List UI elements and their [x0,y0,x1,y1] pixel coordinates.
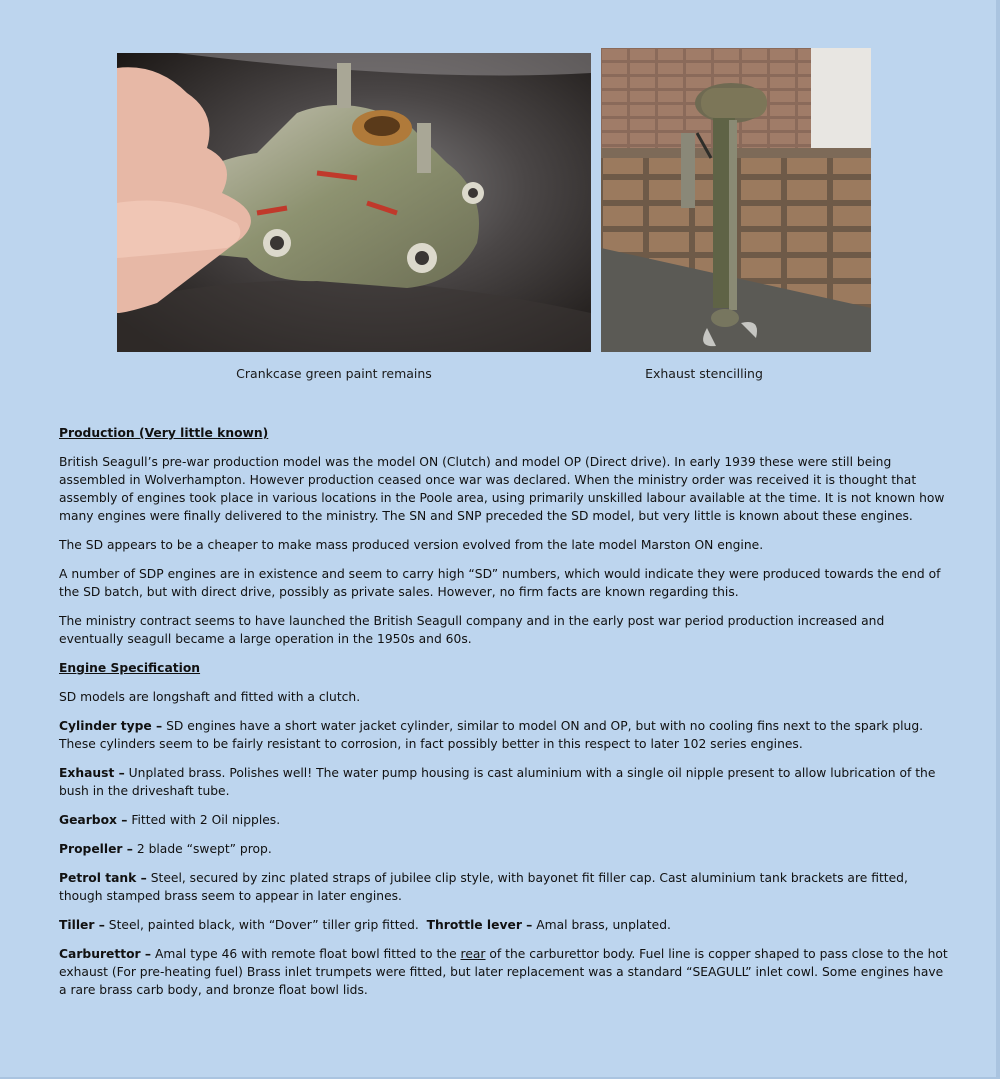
production-paragraph: The ministry contract seems to have launched the British Seagull company and in the early post war period production increased and eventually seagull became a large operation in the 1950s and 60s. [59,614,885,646]
production-paragraph: The SD appears to be a cheaper to make mass produced version evolved from the late model Marston ON engine. [59,538,764,552]
spec-text: Fitted with 2 Oil nipples. [127,813,281,827]
spec-gearbox [59,811,949,829]
spec-text: SD engines have a short water jacket cylinder, similar to model ON and OP, but with no cooling fins next to the spark plug. These cylinders seem to be fairly resistant to corrosion, in fact possibly better in this respect to later 102 series engines. [59,719,924,751]
spec-term: Throttle lever – [426,918,533,932]
spec-tiller [59,916,949,934]
document-body [59,424,949,1010]
spec-text: Unplated brass. Polishes well! The water pump housing is cast aluminium with a single oil nipple present to allow lubrication of the bush in the driveshaft tube. [59,766,936,798]
spec-text: 2 blade “swept” prop. [132,842,272,856]
production-paragraph: British Seagull’s pre-war production model was the model ON (Clutch) and model OP (Direct drive). In early 1939 these were still being assembled in Wolverhampton. However production ceased once war was declared. When the ministry order was received it is thought that assembly of engines took place in various locations in the Poole area, using primarily unskilled labour available at the time. It is not known how many engines were finally delivered to the ministry. The SN and SNP preceded the SD model, but very little is known about these engines. [59,455,945,523]
engine-spec-heading: Engine Specification [59,661,201,675]
spec-text: Steel, secured by zinc plated straps of jubilee clip style, with bayonet fit filler cap. Cast aluminium tank brackets are fitted, though stamped brass seem to appear in later engines. [59,871,908,903]
spec-term: Exhaust – [59,766,125,780]
spec-text: Amal type 46 with remote float bowl fitted to the [151,947,461,961]
spec-carburettor [59,945,949,999]
spec-propeller [59,840,949,858]
figure-caption-crankcase: Crankcase green paint remains [236,366,432,381]
spec-term: Propeller – [59,842,133,856]
production-paragraph: A number of SDP engines are in existence and seem to carry high “SD” numbers, which would indicate they were produced towards the end of the SD batch, but with direct drive, possibly as private sales. However, no firm facts are known regarding this. [59,567,941,599]
spec-term: Tiller – [59,918,105,932]
spec-text: Steel, painted black, with “Dover” tiller grip fitted. [104,918,427,932]
crankcase-photo [117,53,591,352]
spec-term: Cylinder type – [59,719,163,733]
spec-term: Carburettor – [59,947,152,961]
outboard-engine-photo [601,48,871,352]
spec-text: Amal brass, unplated. [532,918,671,932]
page-edge [996,0,1000,1079]
spec-emphasis: rear [460,947,486,961]
figure-caption-exhaust: Exhaust stencilling [645,366,763,381]
spec-term: Gearbox – [59,813,128,827]
spec-petrol-tank [59,869,949,905]
spec-intro: SD models are longshaft and fitted with a clutch. [59,690,361,704]
spec-exhaust [59,764,949,800]
spec-term: Petrol tank – [59,871,147,885]
production-heading: Production (Very little known) [59,426,269,440]
spec-text: of the carburettor body. Fuel line is copper shaped to pass close to the hot exhaust (For pre-heating fuel) Brass inlet trumpets were fitted, but later replacement was a standard “SEAGULL” inlet cowl. Some engines have a rare brass carb body, and bronze float bowl lids. [59,947,948,997]
spec-cylinder [59,717,949,753]
